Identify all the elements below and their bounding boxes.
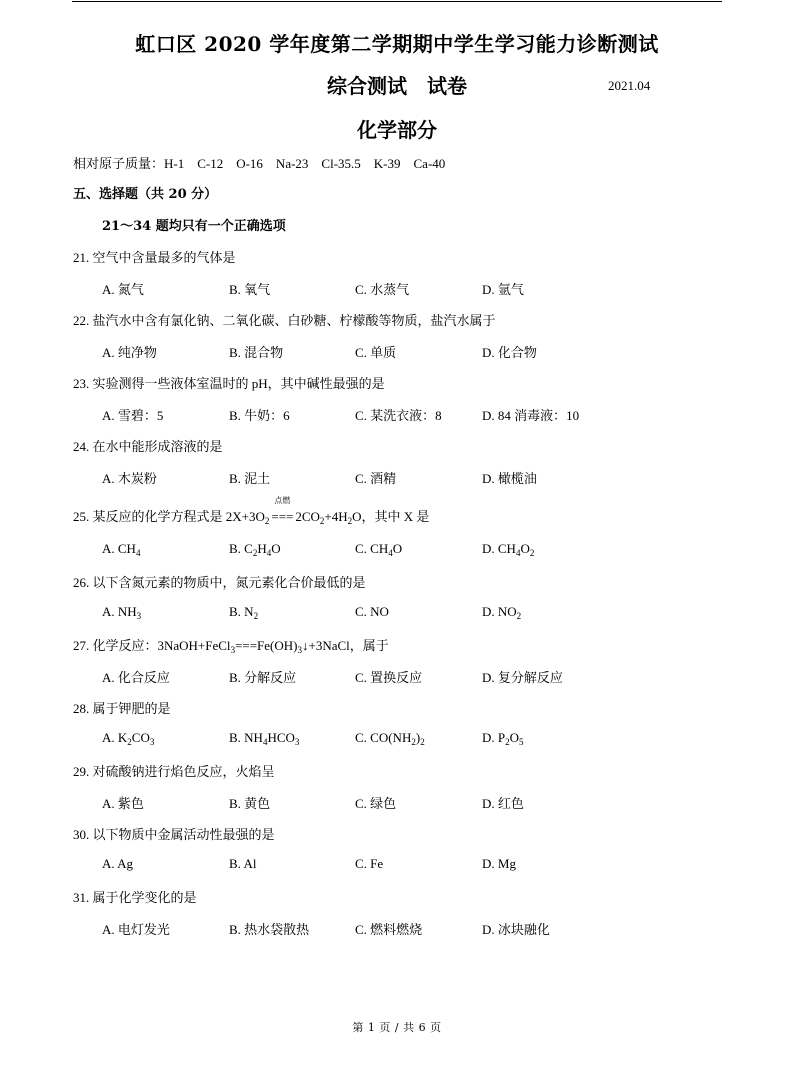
section-instruction: 21～34 题均只有一个正确选项	[102, 219, 286, 234]
question-21-option-a[interactable]: A. 氮气	[102, 282, 144, 297]
question-21-option-c[interactable]: C. 水蒸气	[355, 282, 410, 297]
question-30-option-b[interactable]: B. Al	[229, 856, 257, 871]
question-28-option-a[interactable]: A. $K_2CO_3$	[102, 730, 155, 747]
question-25-stem: 25. 某反应的化学方程式是 $2X+3O_2$ 点燃 === $2CO_2+4H_2O$，其中 X 是	[73, 496, 430, 526]
question-27-stem: 27. 化学反应：$3NaOH+FeCl_3===Fe(OH)_3↓+3NaCl$，属于	[73, 638, 389, 655]
question-22-stem: 22. 盐汽水中含有氯化钠、二氧化碳、白砂糖、柠檬酸等物质，盐汽水属于	[73, 313, 496, 328]
question-23-option-b[interactable]: B. 牛奶：6	[229, 408, 290, 423]
question-25-option-d[interactable]: D. $CH_4O_2$	[482, 541, 535, 558]
question-21-option-d[interactable]: D. 氩气	[482, 282, 524, 297]
question-22-option-a[interactable]: A. 纯净物	[102, 345, 157, 360]
question-23-option-d[interactable]: D. 84 消毒液：10	[482, 408, 580, 423]
question-29-option-a[interactable]: A. 紫色	[102, 796, 144, 811]
question-24-option-c[interactable]: C. 酒精	[355, 471, 397, 486]
question-25-option-a[interactable]: A. $CH_4$	[102, 541, 141, 558]
question-27-option-a[interactable]: A. 化合反应	[102, 670, 170, 685]
question-27-option-c[interactable]: C. 置换反应	[355, 670, 423, 685]
question-25-option-c[interactable]: C. $CH_4O$	[355, 541, 403, 558]
page-title: 虹口区 2020 学年度第二学期期中学生学习能力诊断测试	[135, 32, 659, 56]
question-26-stem: 26. 以下含氮元素的物质中，氮元素化合价最低的是	[73, 575, 366, 590]
question-30-stem: 30. 以下物质中金属活动性最强的是	[73, 827, 275, 842]
question-21-stem: 21. 空气中含量最多的气体是	[73, 250, 236, 265]
question-22-option-b[interactable]: B. 混合物	[229, 345, 284, 360]
question-31-option-d[interactable]: D. 冰块融化	[482, 922, 550, 937]
question-21-option-b[interactable]: B. 氧气	[229, 282, 271, 297]
question-31-option-a[interactable]: A. 电灯发光	[102, 922, 170, 937]
section-heading: 五、选择题（共 20 分）	[73, 187, 218, 202]
page-footer: 第 1 页 / 共 6 页	[352, 1021, 442, 1034]
question-30-option-c[interactable]: C. Fe	[355, 856, 384, 871]
question-30-option-a[interactable]: A. Ag	[102, 856, 134, 871]
question-23-option-c[interactable]: C. 某洗衣液：8	[355, 408, 442, 423]
question-26-option-c[interactable]: C. NO	[355, 604, 389, 619]
question-24-option-d[interactable]: D. 橄榄油	[482, 471, 537, 486]
question-27-option-d[interactable]: D. 复分解反应	[482, 670, 563, 685]
question-27-option-b[interactable]: B. 分解反应	[229, 670, 297, 685]
part-title: 化学部分	[357, 118, 437, 142]
question-28-option-b[interactable]: B. $NH_4HCO_3$	[229, 730, 300, 747]
exam-date: 2021.04	[608, 78, 651, 93]
question-24-option-b[interactable]: B. 泥土	[229, 471, 271, 486]
question-23-option-a[interactable]: A. 雪碧：5	[102, 408, 164, 423]
question-30-option-d[interactable]: D. Mg	[482, 856, 516, 871]
reaction-condition: 点燃 ===	[271, 496, 294, 524]
question-23-stem: 23. 实验测得一些液体室温时的 pH，其中碱性最强的是	[73, 376, 385, 391]
question-22-option-d[interactable]: D. 化合物	[482, 345, 537, 360]
question-26-option-d[interactable]: D. $NO_2$	[482, 604, 522, 621]
question-22-option-c[interactable]: C. 单质	[355, 345, 397, 360]
question-26-option-b[interactable]: B. $N_2$	[229, 604, 259, 621]
question-31-option-c[interactable]: C. 燃料燃烧	[355, 922, 423, 937]
question-24-option-a[interactable]: A. 木炭粉	[102, 471, 157, 486]
question-25-option-b[interactable]: B. $C_2H_4O$	[229, 541, 281, 558]
top-rule	[72, 1, 722, 2]
question-29-stem: 29. 对硫酸钠进行焰色反应，火焰呈	[73, 764, 275, 779]
question-28-option-c[interactable]: C. $CO(NH_2)_2$	[355, 730, 425, 747]
question-24-stem: 24. 在水中能形成溶液的是	[73, 439, 223, 454]
question-31-option-b[interactable]: B. 热水袋散热	[229, 922, 310, 937]
question-29-option-c[interactable]: C. 绿色	[355, 796, 397, 811]
relative-atomic-masses: 相对原子质量：H-1 C-12 O-16 Na-23 Cl-35.5 K-39 Ca-40	[73, 156, 446, 171]
question-26-option-a[interactable]: A. $NH_3$	[102, 604, 142, 621]
question-29-option-d[interactable]: D. 红色	[482, 796, 524, 811]
question-31-stem: 31. 属于化学变化的是	[73, 890, 197, 905]
question-28-stem: 28. 属于钾肥的是	[73, 701, 171, 716]
question-28-option-d[interactable]: D. $P_2O_5$	[482, 730, 524, 747]
question-29-option-b[interactable]: B. 黄色	[229, 796, 271, 811]
page-subtitle: 综合测试 试卷	[327, 74, 467, 98]
